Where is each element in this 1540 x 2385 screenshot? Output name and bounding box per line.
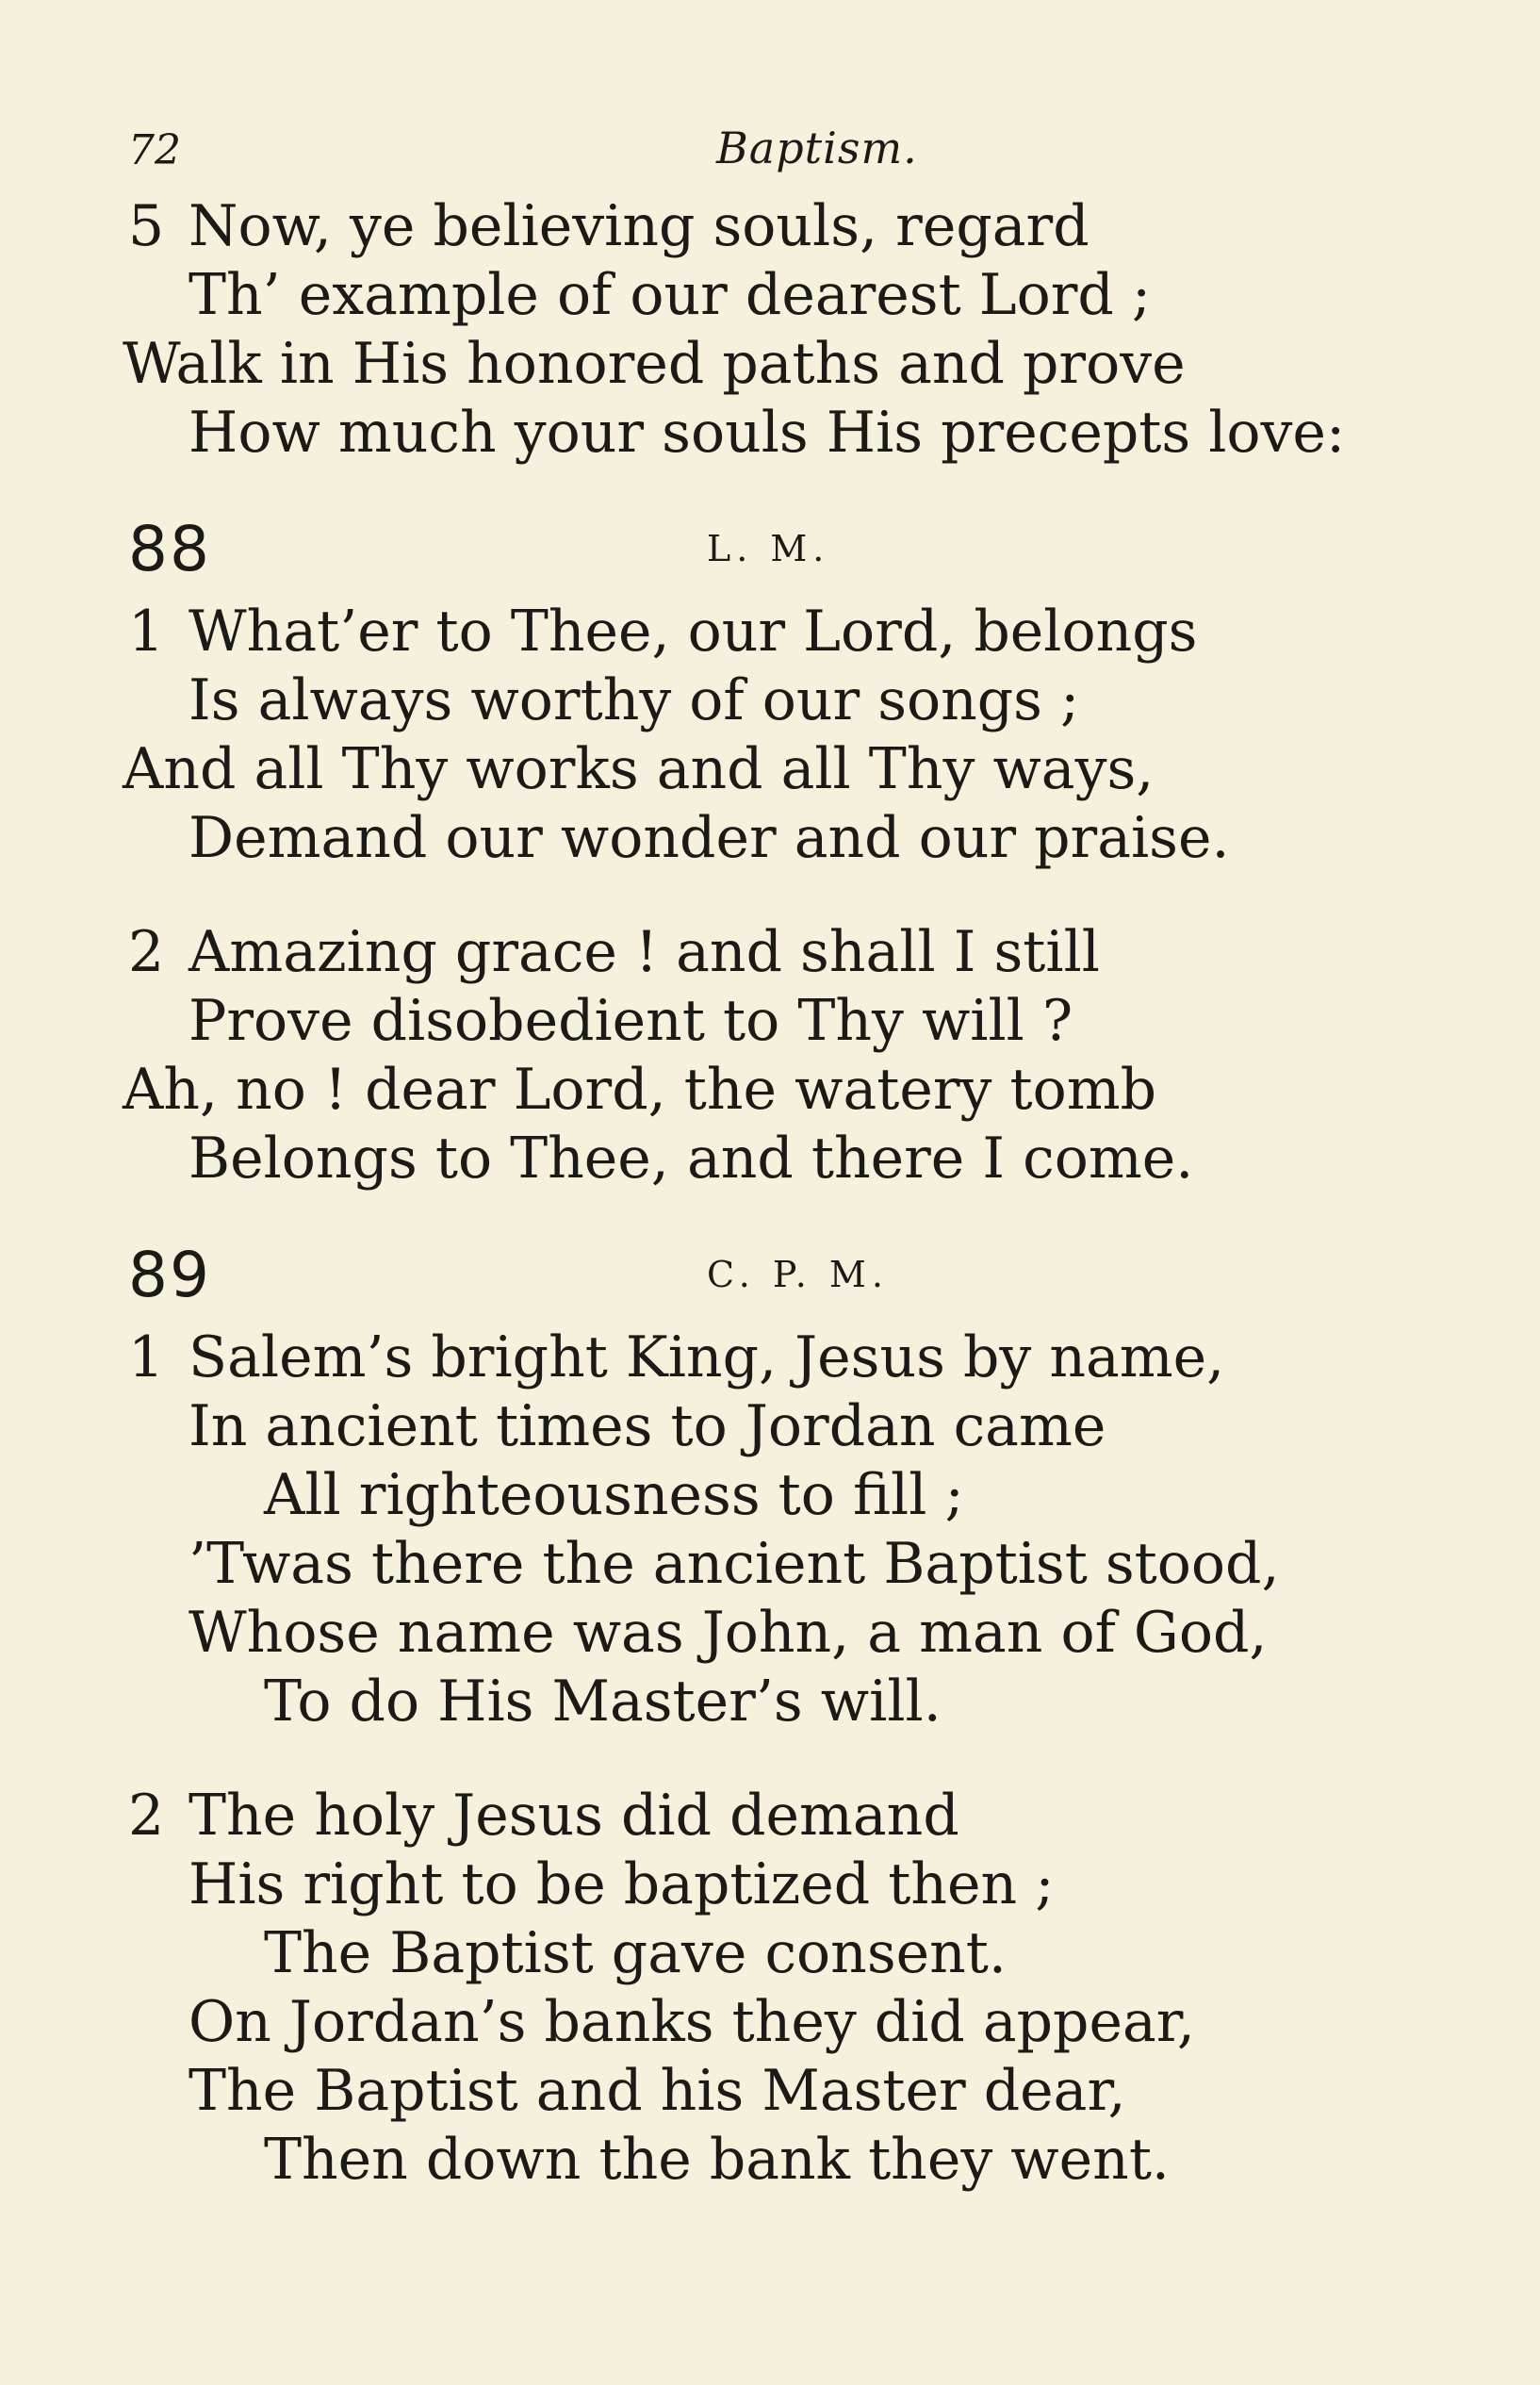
stanza-line: ’Twas there the ancient Baptist stood, [188,1531,1280,1597]
stanza-line: Walk in His honored paths and prove [123,331,1186,397]
stanza-line: 2 Amazing grace ! and shall I still [128,919,1100,985]
stanza-2 [123,1782,1436,2195]
running-head [123,113,1436,179]
stanza-number: 5 [128,193,165,259]
hymn-number: 88 [128,513,211,585]
stanza-line: Then down the bank they went. [264,2127,1170,2193]
stanza-line: And all Thy works and all Thy ways, [123,736,1155,802]
stanza-line: The Baptist and his Master dear, [188,2058,1126,2124]
stanza-line: Demand our wonder and our praise. [188,805,1230,871]
stanza-number: 2 [128,919,165,985]
stanza-line: How much your souls His precepts love: [188,400,1346,466]
hymn-meter: C. P. M. [707,1254,889,1295]
hymn-header [123,513,1436,598]
stanza-number: 1 [128,1324,165,1390]
stanza-line: On Jordan’s banks they did appear, [188,1989,1195,2055]
stanza-line: Is always worthy of our songs ; [188,667,1080,733]
stanza-line: Ah, no ! dear Lord, the watery tomb [123,1057,1157,1123]
stanza-1 [123,1324,1436,1736]
stanza-line: 1 Salem’s bright King, Jesus by name, [128,1324,1225,1390]
stanza-line: Whose name was John, a man of God, [188,1600,1268,1666]
stanza-line: To do His Master’s will. [264,1669,942,1735]
stanza-5 [123,192,1436,468]
stanza-line: Prove disobedient to Thy will ? [188,988,1073,1054]
page-number: 72 [128,126,181,174]
hymn-header [123,1239,1436,1324]
hymn-meter: L. M. [707,528,830,569]
stanza-line: In ancient times to Jordan came [188,1393,1106,1459]
stanza-line: The Baptist gave consent. [264,1920,1007,1986]
stanza-line: All righteousness to fill ; [264,1462,964,1528]
stanza-line: His right to be baptized then ; [188,1851,1055,1917]
hymn-89 [123,1239,1436,2195]
stanza-number: 1 [128,599,165,665]
stanza-line: Th’ example of our dearest Lord ; [188,262,1152,328]
hymn-88 [123,513,1436,1193]
running-title: Baptism. [716,123,918,173]
stanza-number: 2 [128,1783,165,1849]
stanza-line: 2 The holy Jesus did demand [128,1783,959,1849]
stanza-line: 5 Now, ye believing souls, regard [128,193,1089,259]
stanza-2 [123,918,1436,1193]
hymn-number: 89 [128,1239,211,1311]
stanza-1 [123,598,1436,873]
stanza-line: Belongs to Thee, and there I come. [188,1126,1194,1192]
stanza-line: 1 What’er to Thee, our Lord, belongs [128,599,1198,665]
